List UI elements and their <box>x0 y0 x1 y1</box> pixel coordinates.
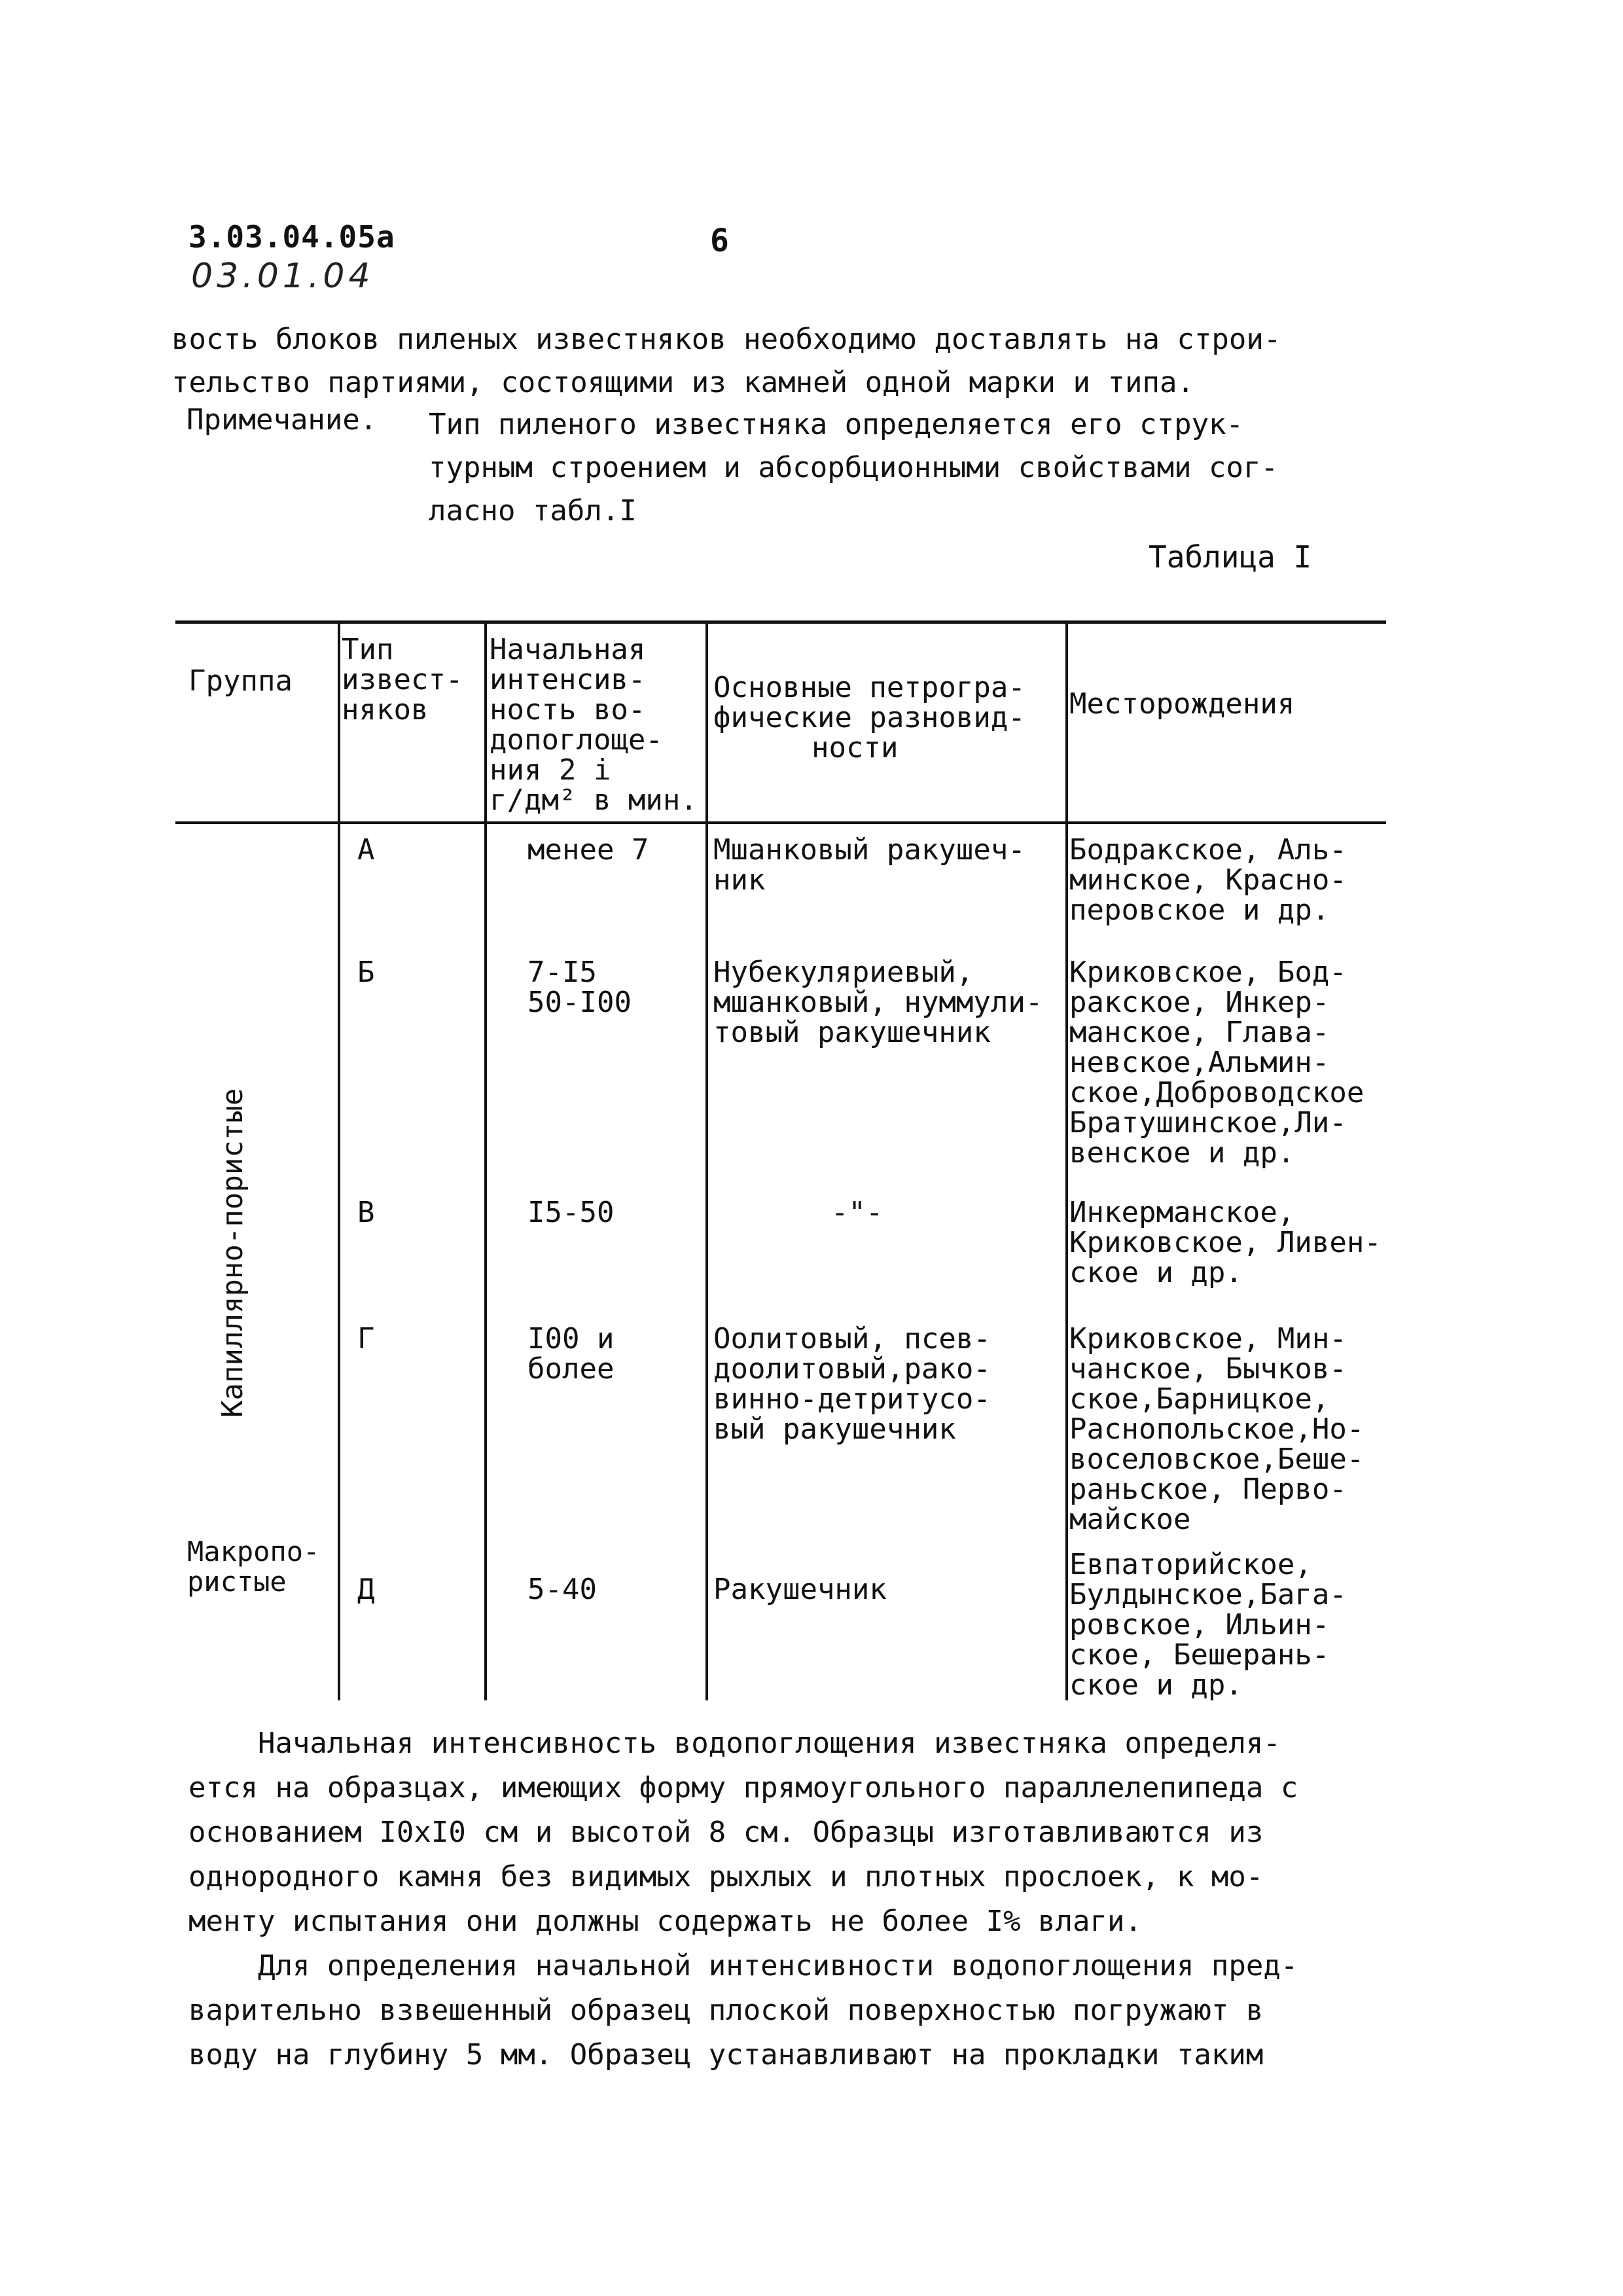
table-caption: Таблица I <box>1149 539 1312 575</box>
note-line: ласно табл.I <box>429 494 637 528</box>
limestone-types-table <box>175 620 1386 1700</box>
row-b-type: Б <box>357 956 375 989</box>
body-line: Начальная интенсивность водопоглощения известняка определя- <box>188 1727 1281 1760</box>
row-a-intensity: менее 7 <box>527 833 649 867</box>
column-divider <box>1065 620 1068 1700</box>
row-v-deposits: Инкерманское, Криковское, Ливен- ское и др. <box>1069 1196 1382 1289</box>
table-top-rule <box>175 620 1386 624</box>
body-line: основанием I0хI0 см и высотой 8 см. Образцы изготавливаются из <box>188 1816 1264 1849</box>
row-g-varieties: Оолитовый, псев- доолитовый,рако- винно-детритусо- вый ракушечник <box>713 1322 991 1446</box>
intro-paragraph <box>171 318 1402 404</box>
header-varieties: Основные петрогра- фические разновид- ности <box>713 671 1026 764</box>
intro-line: тельство партиями, состоящими из камней одной марки и типа. <box>171 366 1194 399</box>
body-line: менту испытания они должны содержать не более I% влаги. <box>188 1905 1142 1938</box>
column-divider <box>705 620 708 1700</box>
header-intensity: Начальная интенсив- ность во- допоглоще- ния 2 i г/дм² в мин. <box>490 633 698 817</box>
note-label: Примечание. <box>187 403 378 437</box>
body-line: однородного камня без видимых рыхлых и плотных прослоек, к мо- <box>188 1860 1264 1893</box>
column-divider <box>484 620 487 1700</box>
header-deposits: Месторождения <box>1069 687 1295 721</box>
row-g-type: Г <box>357 1322 375 1355</box>
row-d-intensity: 5-40 <box>527 1573 597 1606</box>
row-b-intensity: 7-I5 50-I00 <box>527 956 632 1019</box>
row-v-intensity: I5-50 <box>527 1196 615 1229</box>
row-d-varieties: Ракушечник <box>713 1573 887 1606</box>
body-line: Для определения начальной интенсивности водопоглощения пред- <box>188 1949 1298 1982</box>
row-a-deposits: Бодракское, Аль- минское, Красно- перовское и др. <box>1069 833 1347 927</box>
row-d-deposits: Евпаторийское, Булдынское,Бага- ровское, Ильин- ское, Бешерань- ское и др. <box>1069 1548 1347 1702</box>
handwritten-code: 03.01.04 <box>191 257 374 296</box>
intro-line: вость блоков пиленых известняков необходимо доставлять на строи- <box>171 323 1281 356</box>
note-line: Тип пиленого известняка определяется его струк- <box>429 408 1244 441</box>
page-number: 6 <box>710 223 729 259</box>
column-divider <box>338 620 340 1700</box>
row-g-intensity: I00 и более <box>527 1322 615 1386</box>
header-group: Группа <box>188 664 293 698</box>
header-type: Тип извест- няков <box>342 633 463 726</box>
body-line: ется на образцах, имеющих форму прямоугольного параллелепипеда с <box>188 1771 1298 1804</box>
row-g-deposits: Криковское, Мин- чанское, Бычков- ское,Барницкое, Раснопольское,Но- воселовское,Беше- раньское, Перво- майское <box>1069 1322 1364 1536</box>
row-b-varieties: Нубекуляриевый, мшанковый, нуммули- товый ракушечник <box>713 956 1043 1049</box>
row-d-type: Д <box>357 1573 375 1606</box>
row-v-varieties: -"- <box>831 1196 883 1229</box>
note-text <box>429 403 1397 533</box>
row-v-type: В <box>357 1196 375 1229</box>
body-paragraphs <box>188 1721 1406 2077</box>
note-line: турным строением и абсорбционными свойствами сог- <box>429 451 1279 484</box>
body-line: воду на глубину 5 мм. Образец устанавливают на прокладки таким <box>188 2038 1264 2072</box>
row-a-type: А <box>357 833 375 867</box>
row-a-varieties: Мшанковый ракушеч- ник <box>713 833 1026 897</box>
row-b-deposits: Криковское, Бод- ракское, Инкер- манское, Глава- невское,Альмин- ское,Доброводское Братушинское,Ли- венское и др. <box>1069 956 1364 1170</box>
header-bottom-rule <box>175 821 1386 824</box>
group-label-macro: Макропо- ристые <box>187 1535 320 1598</box>
group-label-capillary: Капиллярно-пористые <box>216 1088 249 1418</box>
body-line: варительно взвешенный образец плоской поверхностью погружают в <box>188 1994 1264 2027</box>
document-code: 3.03.04.05а <box>188 219 395 255</box>
